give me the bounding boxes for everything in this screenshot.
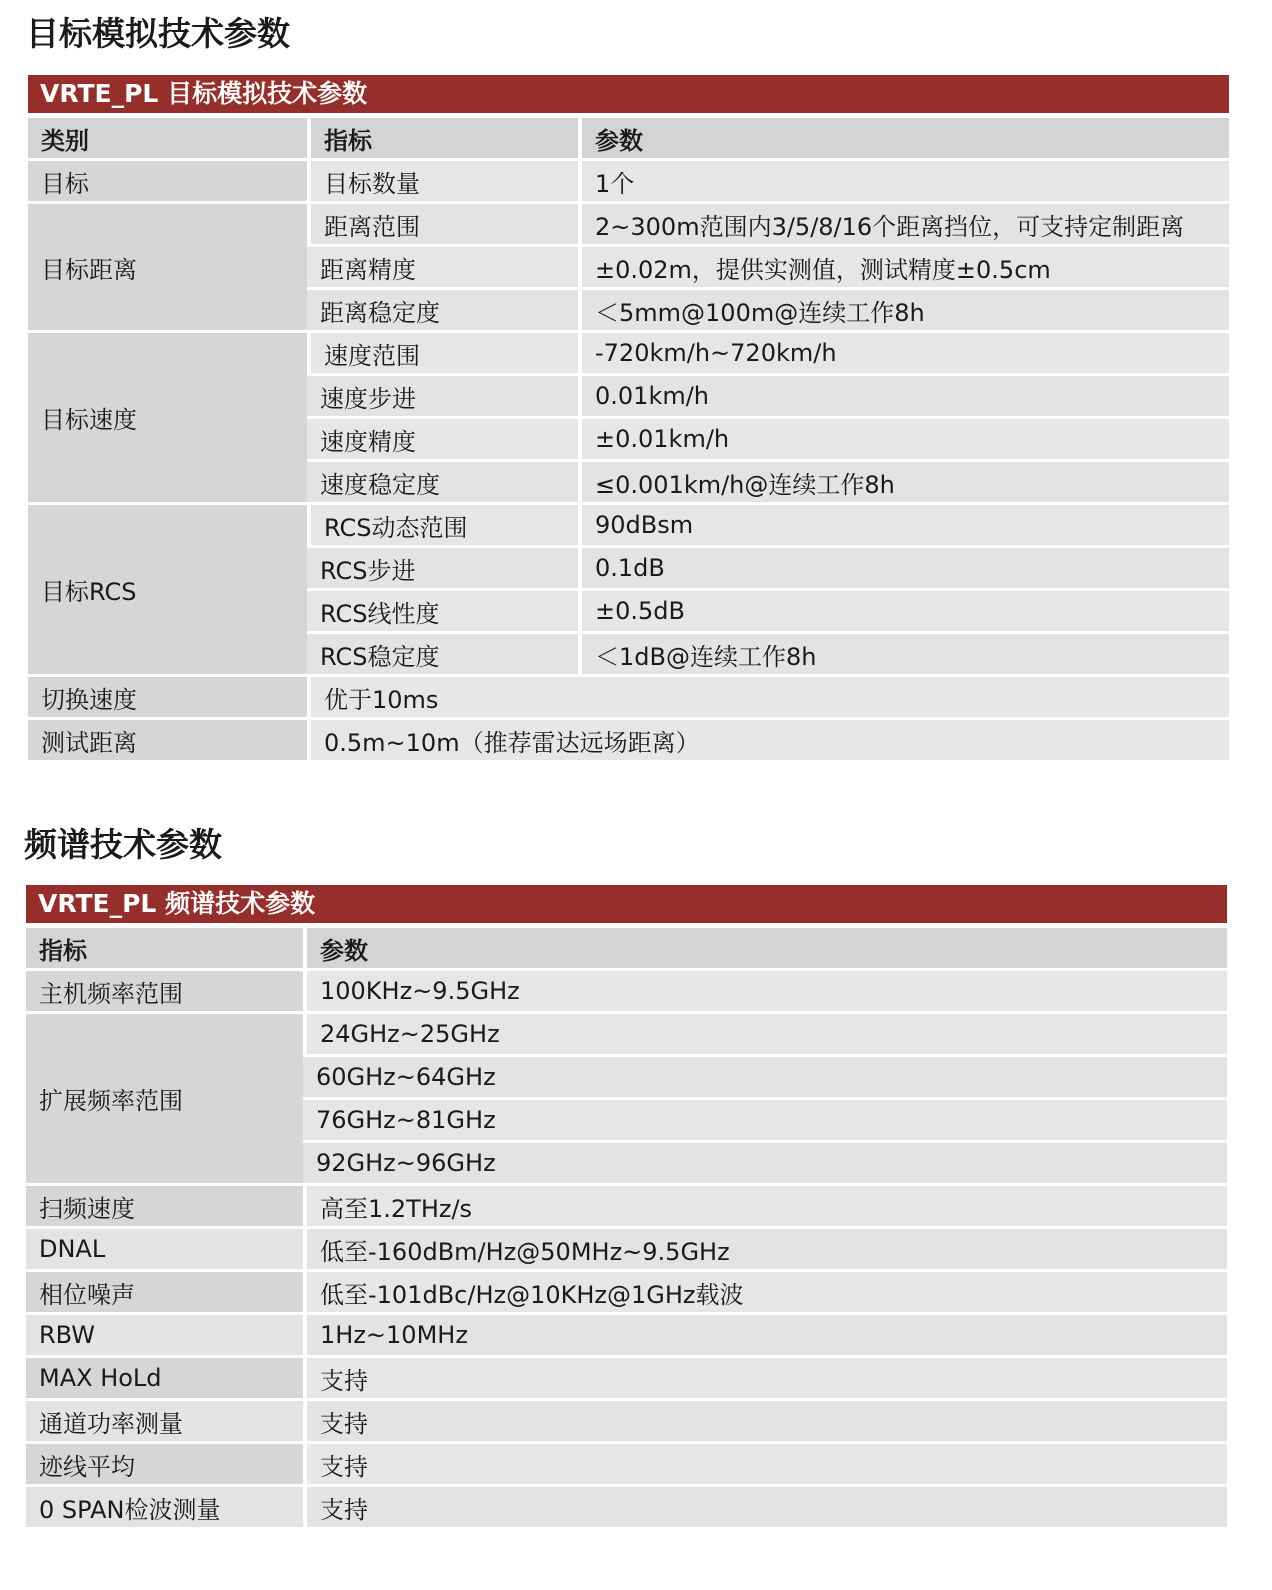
table-row <box>26 1401 1227 1441</box>
param-cell: 高至1.2THz/s <box>303 1186 1227 1226</box>
indicator-cell: 目标数量 <box>307 161 578 201</box>
indicator-cell: 扩展频率范围 <box>26 1014 303 1183</box>
param-cell: 支持 <box>303 1358 1227 1398</box>
param-cell: 支持 <box>303 1444 1227 1484</box>
indicator-cell: 0 SPAN检波测量 <box>26 1487 303 1527</box>
param-cell: 2~300m范围内3/5/8/16个距离挡位，可支持定制距离 <box>578 204 1229 244</box>
table-header-row <box>26 928 1227 968</box>
param-cell: 76GHz~81GHz <box>303 1100 1227 1140</box>
table-row <box>26 1444 1227 1484</box>
indicator-cell: RCS步进 <box>307 548 578 588</box>
param-cell: ＜1dB@连续工作8h <box>578 634 1229 674</box>
category-cell: 目标速度 <box>28 333 307 502</box>
indicator-cell: DNAL <box>26 1229 303 1269</box>
indicator-cell: RBW <box>26 1315 303 1355</box>
param-cell: 60GHz~64GHz <box>303 1057 1227 1097</box>
table-row <box>26 1487 1227 1527</box>
table-banner-spectrum: VRTE_PL 频谱技术参数 <box>26 885 1227 923</box>
param-cell: 低至-160dBm/Hz@50MHz~9.5GHz <box>303 1229 1227 1269</box>
header-param: 参数 <box>303 928 1227 968</box>
indicator-cell: 迹线平均 <box>26 1444 303 1484</box>
param-cell: 92GHz~96GHz <box>303 1143 1227 1183</box>
header-indicator: 指标 <box>307 118 578 158</box>
table-row <box>26 1315 1227 1355</box>
header-param: 参数 <box>578 118 1229 158</box>
category-cell: 测试距离 <box>28 720 307 760</box>
param-cell: ±0.5dB <box>578 591 1229 631</box>
indicator-cell: 相位噪声 <box>26 1272 303 1312</box>
table-banner-target-simulation: VRTE_PL 目标模拟技术参数 <box>28 75 1229 113</box>
category-cell: 切换速度 <box>28 677 307 717</box>
table-row <box>26 1229 1227 1269</box>
category-cell: 目标距离 <box>28 204 307 330</box>
indicator-cell: 速度稳定度 <box>307 462 578 502</box>
indicator-cell: RCS动态范围 <box>307 505 578 545</box>
param-cell: 0.5m~10m（推荐雷达远场距离） <box>307 720 1229 760</box>
indicator-cell: 速度步进 <box>307 376 578 416</box>
param-cell: ±0.02m，提供实测值，测试精度±0.5cm <box>578 247 1229 287</box>
header-indicator: 指标 <box>26 928 303 968</box>
table-row <box>26 1272 1227 1312</box>
indicator-cell: 距离稳定度 <box>307 290 578 330</box>
param-cell: ＜5mm@100m@连续工作8h <box>578 290 1229 330</box>
param-cell: 优于10ms <box>307 677 1229 717</box>
table-row <box>28 677 1229 717</box>
param-cell: 100KHz~9.5GHz <box>303 971 1227 1011</box>
param-cell: 支持 <box>303 1401 1227 1441</box>
param-cell: 24GHz~25GHz <box>303 1014 1227 1054</box>
table-row <box>28 333 1229 373</box>
indicator-cell: RCS稳定度 <box>307 634 578 674</box>
table-header-row <box>28 118 1229 158</box>
param-cell: -720km/h~720km/h <box>578 333 1229 373</box>
param-cell: 低至-101dBc/Hz@10KHz@1GHz载波 <box>303 1272 1227 1312</box>
table-row <box>28 720 1229 760</box>
indicator-cell: RCS线性度 <box>307 591 578 631</box>
indicator-cell: 通道功率测量 <box>26 1401 303 1441</box>
table-row <box>26 1358 1227 1398</box>
param-cell: 0.01km/h <box>578 376 1229 416</box>
table-row <box>26 971 1227 1011</box>
header-category: 类别 <box>28 118 307 158</box>
indicator-cell: 扫频速度 <box>26 1186 303 1226</box>
indicator-cell: 速度范围 <box>307 333 578 373</box>
indicator-cell: 距离范围 <box>307 204 578 244</box>
indicator-cell: 速度精度 <box>307 419 578 459</box>
section-title-spectrum: 频谱技术参数 <box>24 825 222 864</box>
section-title-target-simulation: 目标模拟技术参数 <box>26 14 290 53</box>
param-cell: 90dBsm <box>578 505 1229 545</box>
table-row <box>28 505 1229 545</box>
indicator-cell: 距离精度 <box>307 247 578 287</box>
table-row <box>28 161 1229 201</box>
table-row <box>28 204 1229 244</box>
indicator-cell: MAX HoLd <box>26 1358 303 1398</box>
param-cell: ≤0.001km/h@连续工作8h <box>578 462 1229 502</box>
table-row <box>26 1014 1227 1054</box>
category-cell: 目标 <box>28 161 307 201</box>
param-cell: 0.1dB <box>578 548 1229 588</box>
indicator-cell: 主机频率范围 <box>26 971 303 1011</box>
param-cell: 1Hz~10MHz <box>303 1315 1227 1355</box>
target-simulation-table <box>28 115 1229 763</box>
spectrum-table <box>26 925 1227 1530</box>
param-cell: 支持 <box>303 1487 1227 1527</box>
category-cell: 目标RCS <box>28 505 307 674</box>
param-cell: 1个 <box>578 161 1229 201</box>
table-row <box>26 1186 1227 1226</box>
param-cell: ±0.01km/h <box>578 419 1229 459</box>
